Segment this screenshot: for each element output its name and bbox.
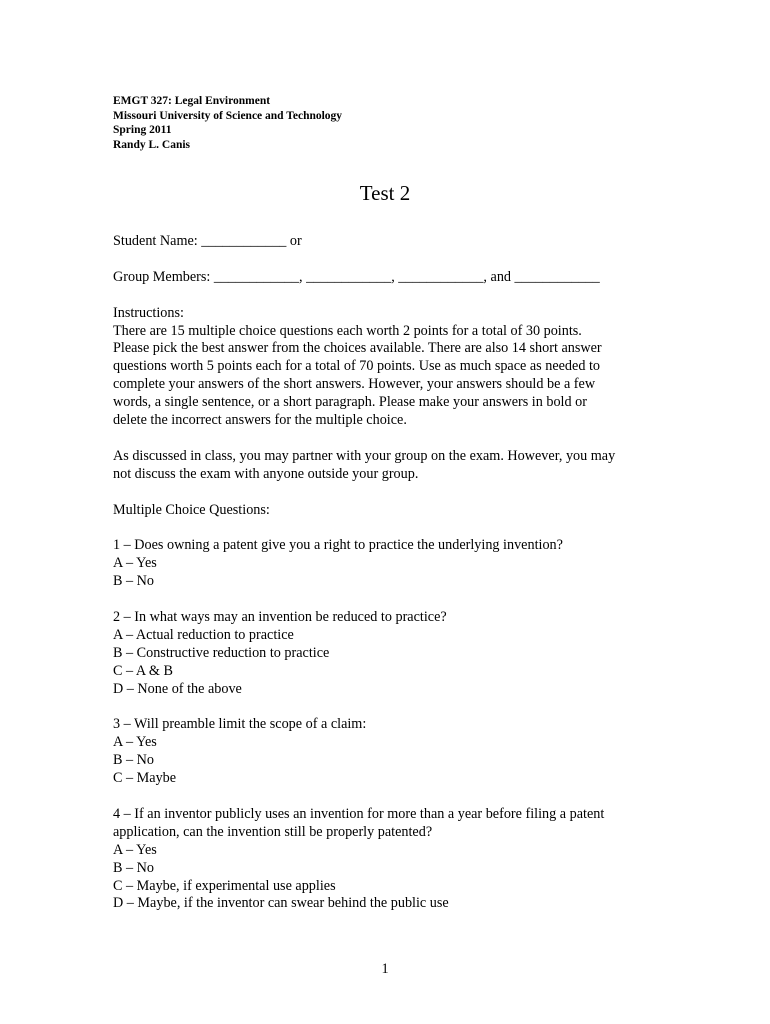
answer-option: D – None of the above	[113, 680, 242, 697]
instructions-line: words, a single sentence, or a short paragraph. Please make your answers in bold or	[113, 394, 587, 411]
mc-heading: Multiple Choice Questions:	[113, 501, 270, 518]
answer-option: C – A & B	[113, 662, 173, 679]
instructions-line: questions worth 5 points each for a total of 70 points. Use as much space as needed to	[113, 358, 600, 375]
page-title: Test 2	[359, 181, 411, 205]
university-name: Missouri University of Science and Technology	[113, 109, 343, 122]
answer-option: B – No	[113, 573, 154, 590]
question-4	[113, 806, 673, 913]
question-text: application, can the invention still be properly patented?	[113, 823, 433, 840]
question-2	[113, 609, 673, 699]
answer-option: C – Maybe	[113, 770, 177, 787]
partner-note-line: not discuss the exam with anyone outside your group.	[113, 465, 419, 482]
answer-option: A – Actual reduction to practice	[113, 626, 294, 643]
student-name-field: Student Name: ____________ or	[113, 233, 302, 249]
answer-option: B – No	[113, 752, 154, 769]
question-1	[113, 537, 673, 591]
header-block	[113, 94, 342, 152]
answer-option: D – Maybe, if the inventor can swear behind the public use	[113, 895, 449, 912]
instructions-line: complete your answers of the short answers. However, your answers should be a few	[113, 376, 596, 393]
instructions-line: delete the incorrect answers for the multiple choice.	[113, 412, 407, 429]
answer-option: C – Maybe, if experimental use applies	[113, 877, 336, 894]
instructions-line: There are 15 multiple choice questions each worth 2 points for a total of 30 points.	[113, 322, 582, 339]
answer-option: A – Yes	[113, 555, 157, 572]
answer-option: A – Yes	[113, 734, 157, 751]
instructor-name: Randy L. Canis	[113, 138, 191, 151]
question-text: 3 – Will preamble limit the scope of a claim:	[113, 716, 367, 733]
partner-note-line: As discussed in class, you may partner with your group on the exam. However, you may	[113, 447, 616, 464]
instructions-line: Please pick the best answer from the choices available. There are also 14 short answer	[113, 340, 602, 357]
term: Spring 2011	[113, 124, 172, 137]
question-text: 4 – If an inventor publicly uses an invention for more than a year before filing a patent	[113, 805, 605, 822]
answer-option: B – Constructive reduction to practice	[113, 644, 330, 661]
course-title: EMGT 327: Legal Environment	[113, 95, 271, 107]
page-number: 1	[381, 961, 389, 977]
instructions-heading: Instructions:	[113, 304, 184, 321]
group-members-field: Group Members: ____________, ____________, ____________, and ____________	[113, 268, 600, 285]
question-3	[113, 716, 673, 788]
document-body	[113, 233, 673, 913]
question-text: 2 – In what ways may an invention be reduced to practice?	[113, 608, 447, 625]
answer-option: B – No	[113, 859, 154, 876]
question-text: 1 – Does owning a patent give you a right to practice the underlying invention?	[113, 537, 563, 554]
answer-option: A – Yes	[113, 841, 157, 858]
